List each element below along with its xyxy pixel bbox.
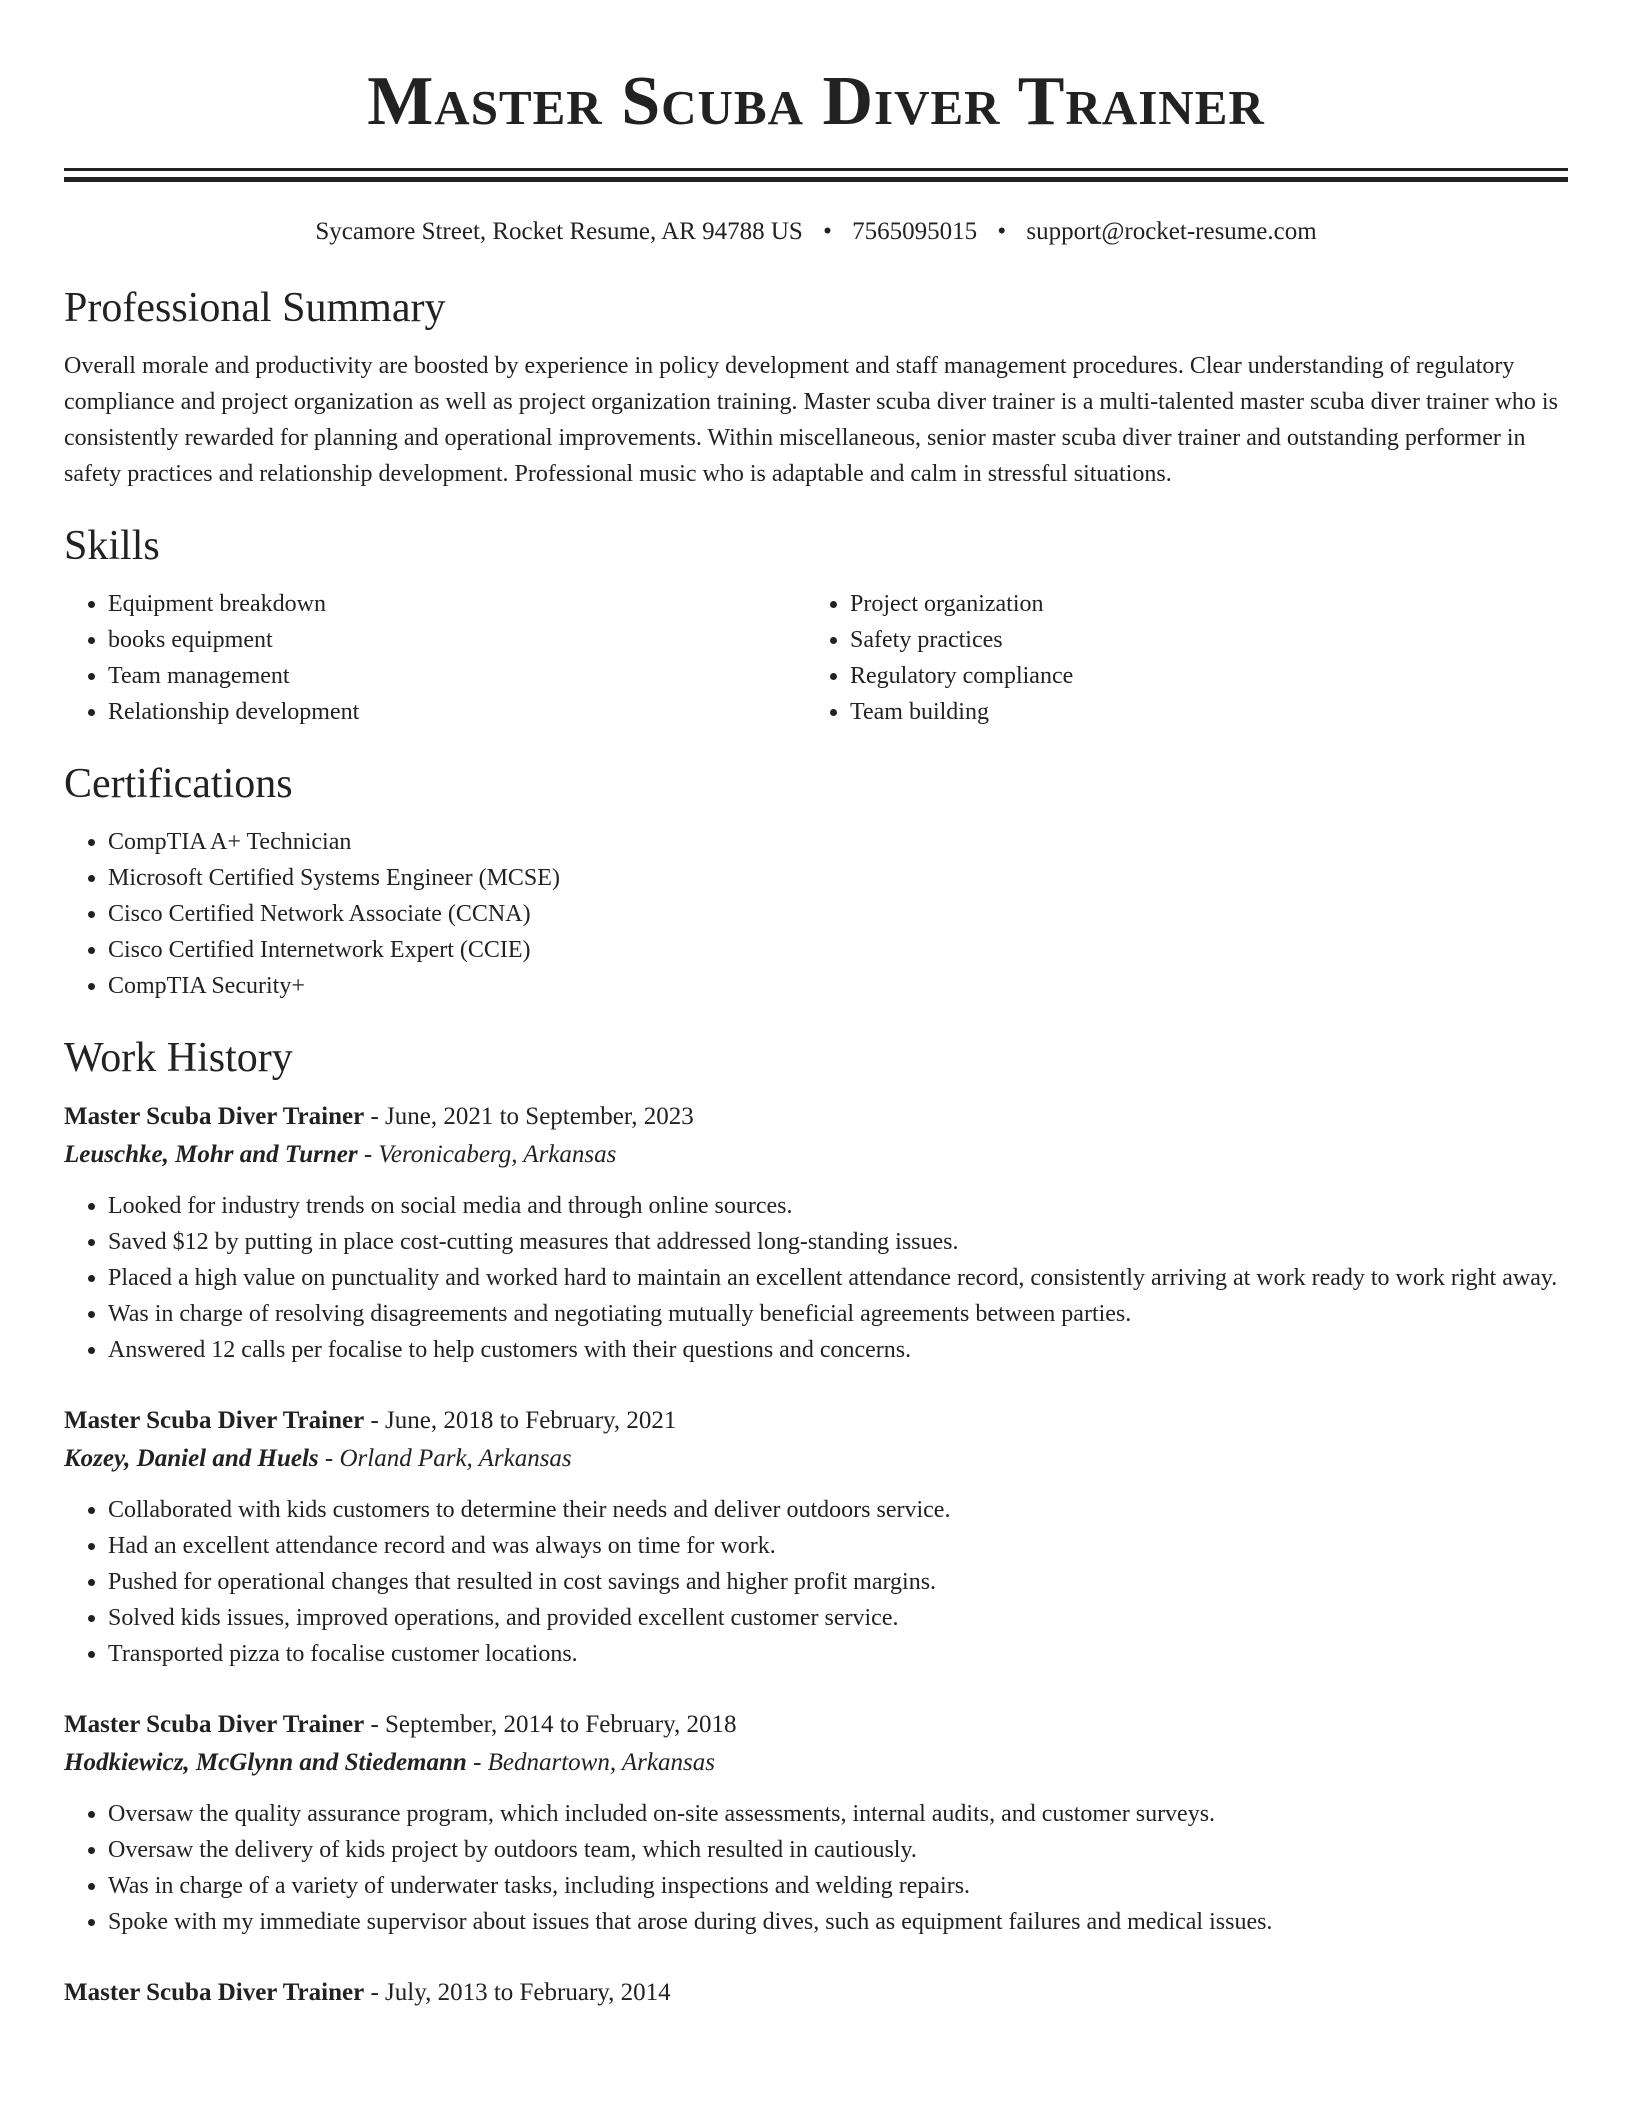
job-bullet: • Answered 12 calls per focalise to help customers with their questions and concerns. [108,1332,1568,1368]
job-entry [64,1402,1568,1672]
job-dash: - [466,1749,488,1776]
skill-item: • Regulatory compliance [850,658,1548,694]
skills-grid [64,586,1568,730]
job-role: Master Scuba Diver Trainer [64,1979,365,2006]
job-role: Master Scuba Diver Trainer [64,1103,365,1130]
job-company: Hodkiewicz, McGlynn and Stiedemann [64,1749,467,1776]
contact-phone: 7565095015 [852,218,978,245]
resume-page [64,0,1568,2012]
job-company: Kozey, Daniel and Huels [64,1445,319,1472]
title-divider [64,168,1568,182]
job-role: Master Scuba Diver Trainer [64,1711,365,1738]
skill-item: • Relationship development [108,694,806,730]
job-company-line [64,1440,1568,1478]
skill-item: • Team management [108,658,806,694]
skills-column-left [64,586,806,730]
job-bullet: • Solved kids issues, improved operations, and provided excellent customer service. [108,1600,1568,1636]
job-bullet: • Had an excellent attendance record and was always on time for work. [108,1528,1568,1564]
job-company-line [64,1744,1568,1782]
job-dates: July, 2013 to February, 2014 [385,1979,671,2006]
resume-title: Master Scuba Diver Trainer [367,63,1265,140]
job-dates: June, 2021 to September, 2023 [385,1103,694,1130]
certification-item: • Cisco Certified Internetwork Expert (CCIE) [108,932,1568,968]
certification-item: • Microsoft Certified Systems Engineer (MCSE) [108,860,1568,896]
job-bullet: • Was in charge of resolving disagreements and negotiating mutually beneficial agreements between parties. [108,1296,1568,1332]
job-dash: - [364,1407,386,1434]
job-company-line [64,1136,1568,1174]
job-bullet: • Oversaw the delivery of kids project by outdoors team, which resulted in cautiously. [108,1832,1568,1868]
job-bullet: • Placed a high value on punctuality and worked hard to maintain an excellent attendance record, consistently arriving at work ready to work right away. [108,1260,1568,1296]
job-dash: - [364,1711,386,1738]
job-title-line [64,1974,1568,2012]
job-bullet: • Oversaw the quality assurance program, which included on-site assessments, internal audits, and customer surveys. [108,1796,1568,1832]
job-bullets [64,1188,1568,1368]
skill-item: • Team building [850,694,1548,730]
job-bullets [64,1492,1568,1672]
job-entry [64,1098,1568,1368]
job-title-line [64,1098,1568,1136]
skill-item: • books equipment [108,622,806,658]
contact-separator: • [823,218,832,245]
job-bullet: • Was in charge of a variety of underwater tasks, including inspections and welding repairs. [108,1868,1568,1904]
job-dash: - [364,1979,386,2006]
skills-heading: Skills [64,523,160,569]
certification-item: • CompTIA Security+ [108,968,1568,1004]
job-entry [64,1706,1568,1940]
job-location: Orland Park, Arkansas [339,1445,572,1472]
certifications-heading: Certifications [64,761,293,807]
job-company: Leuschke, Mohr and Turner [64,1141,358,1168]
job-location: Veronicaberg, Arkansas [378,1141,617,1168]
job-bullet: • Transported pizza to focalise customer locations. [108,1636,1568,1672]
job-bullet: • Looked for industry trends on social media and through online sources. [108,1188,1568,1224]
job-entry [64,1974,1568,2012]
contact-separator: • [997,218,1007,245]
job-bullet: • Saved $12 by putting in place cost-cutting measures that addressed long-standing issues. [108,1224,1568,1260]
contact-address: Sycamore Street, Rocket Resume, AR 94788 US [315,218,803,245]
skills-column-right [806,586,1548,730]
summary-text: Overall morale and productivity are boosted by experience in policy development and staff management procedures. Clear understanding of regulatory compliance and project organization as well as project organization training. Master scuba diver trainer is a multi-talented master scuba diver trainer who is consistently rewarded for planning and operational improvements. Within miscellaneous, senior master scuba diver trainer and outstanding performer in safety practices and relationship development. Professional music who is adaptable and calm in stressful situations. [64,353,1558,487]
job-role: Master Scuba Diver Trainer [64,1407,365,1434]
contact-email: support@rocket-resume.com [1026,218,1317,245]
work-history-heading: Work History [64,1035,293,1081]
skill-item: • Project organization [850,586,1548,622]
summary-heading: Professional Summary [64,285,446,331]
job-dash: - [318,1445,340,1472]
certification-item: • Cisco Certified Network Associate (CCNA) [108,896,1568,932]
contact-line [64,216,1568,248]
skill-item: • Safety practices [850,622,1548,658]
job-bullet: • Spoke with my immediate supervisor about issues that arose during dives, such as equipment failures and medical issues. [108,1904,1568,1940]
job-title-line [64,1706,1568,1744]
certification-item: • CompTIA A+ Technician [108,824,1568,860]
job-bullets [64,1796,1568,1940]
job-bullet: • Pushed for operational changes that resulted in cost savings and higher profit margins. [108,1564,1568,1600]
job-bullet: • Collaborated with kids customers to determine their needs and deliver outdoors service. [108,1492,1568,1528]
job-dates: June, 2018 to February, 2021 [385,1407,677,1434]
skill-item: • Equipment breakdown [108,586,806,622]
job-dates: September, 2014 to February, 2018 [385,1711,737,1738]
job-dash: - [357,1141,379,1168]
job-location: Bednartown, Arkansas [487,1749,715,1776]
job-title-line [64,1402,1568,1440]
certifications-list [64,824,1568,1004]
job-dash: - [364,1103,386,1130]
